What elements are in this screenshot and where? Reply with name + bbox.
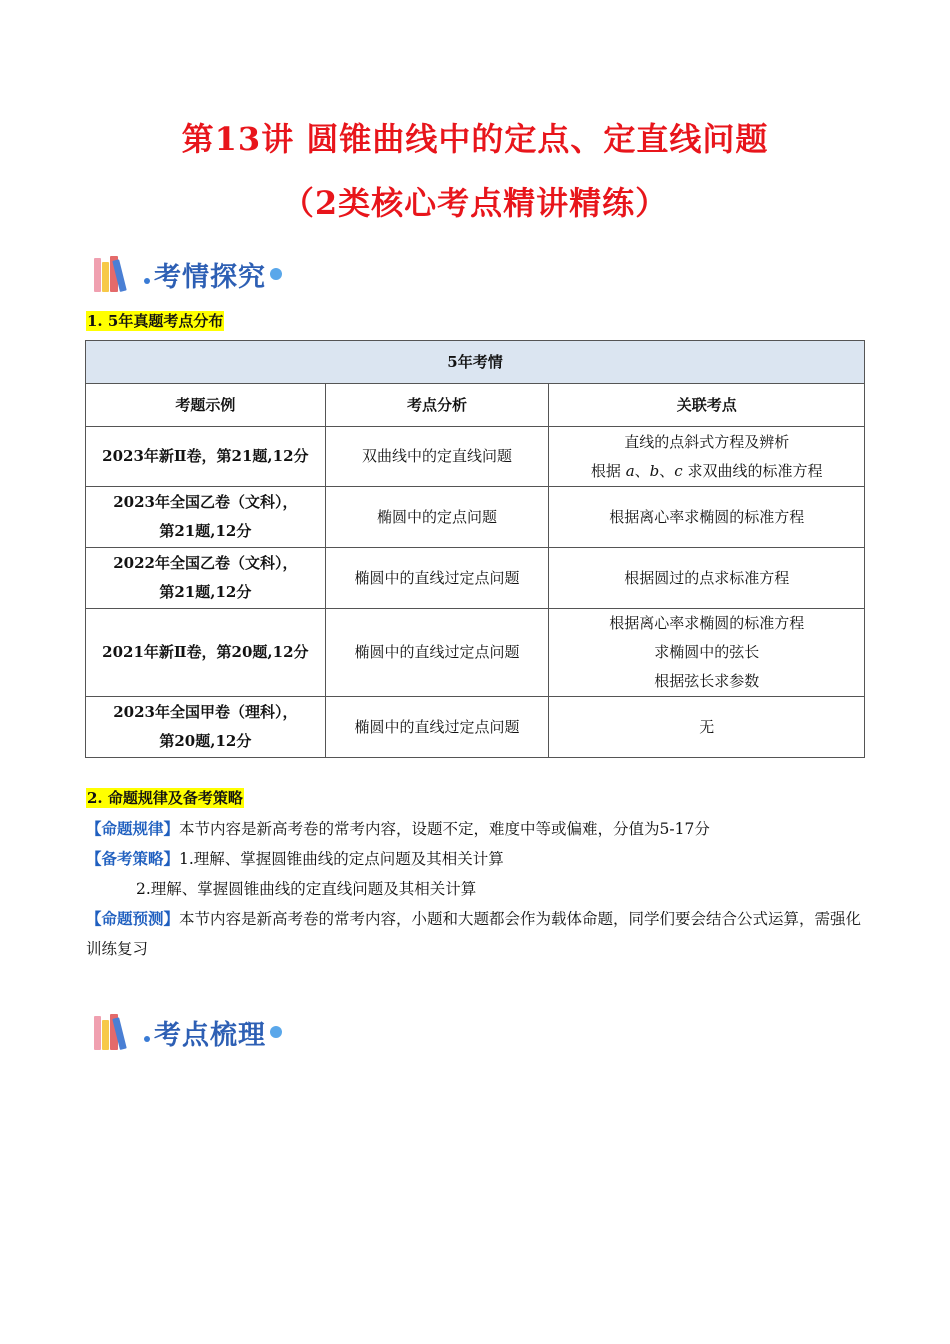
section-heading-strategy: 2. 命题规律及备考策略: [87, 789, 243, 807]
books-icon: [92, 254, 142, 294]
table-caption: 5年考情: [86, 341, 865, 384]
exam-example: 2021年新Ⅱ卷，第20题,12分: [86, 609, 326, 697]
exam-example: 2023年全国乙卷（文科）， 第21题,12分: [86, 487, 326, 548]
related-points: 根据离心率求椭圆的标准方程 求椭圆中的弦长 根据弦长求参数: [549, 609, 865, 697]
banner-dot-icon: [270, 268, 282, 280]
table-row: [86, 427, 865, 487]
page-subtitle: （2类核心考点精讲精练）: [281, 184, 669, 222]
exam-analysis: 双曲线中的定直线问题: [325, 427, 549, 487]
prep-strategy-2: 2.理解、掌握圆锥曲线的定直线问题及其相关计算: [136, 880, 477, 898]
proposition-rule: 【命题规律】本节内容是新高考卷的常考内容，设题不定，难度中等或偏难，分值为5-17分: [86, 819, 710, 838]
exam-analysis: 椭圆中的直线过定点问题: [325, 548, 549, 609]
related-points: 根据圆过的点求标准方程: [549, 548, 865, 609]
table-row: [86, 548, 865, 609]
exam-example: 2023年全国甲卷（理科）， 第20题,12分: [86, 697, 326, 758]
table-header: 考点分析: [325, 384, 549, 427]
exam-example: 2022年全国乙卷（文科）， 第21题,12分: [86, 548, 326, 609]
related-points: 根据离心率求椭圆的标准方程: [549, 487, 865, 548]
prep-strategy-1: 【备考策略】1.理解、掌握圆锥曲线的定点问题及其相关计算: [86, 849, 504, 868]
table-row: [86, 697, 865, 758]
exam-table: [85, 340, 865, 758]
proposition-prediction: 【命题预测】本节内容是新高考卷的常考内容，小题和大题都会作为载体命题，同学们要会结合公式运算，需强化训练复习: [86, 909, 862, 958]
table-row: [86, 487, 865, 548]
section-banner-exam-analysis: [92, 252, 282, 296]
exam-analysis: 椭圆中的直线过定点问题: [325, 609, 549, 697]
exam-analysis: 椭圆中的定点问题: [325, 487, 549, 548]
table-header: 考题示例: [86, 384, 326, 427]
section-heading-distribution: 1. 5年真题考点分布: [87, 312, 224, 330]
related-points: 直线的点斜式方程及辨析 根据 a、b、c 求双曲线的标准方程: [549, 427, 865, 487]
exam-analysis: 椭圆中的直线过定点问题: [325, 697, 549, 758]
section-banner-key-points: [92, 1010, 282, 1054]
books-icon: [92, 1012, 142, 1052]
related-points: 无: [549, 697, 865, 758]
page-title: 第13讲 圆锥曲线中的定点、定直线问题: [181, 120, 769, 158]
table-row: [86, 609, 865, 697]
banner-dot-icon: [270, 1026, 282, 1038]
table-header: 关联考点: [549, 384, 865, 427]
banner-label: 考情探究: [154, 261, 266, 293]
banner-label: 考点梳理: [154, 1019, 266, 1051]
exam-example: 2023年新Ⅱ卷，第21题,12分: [86, 427, 326, 487]
